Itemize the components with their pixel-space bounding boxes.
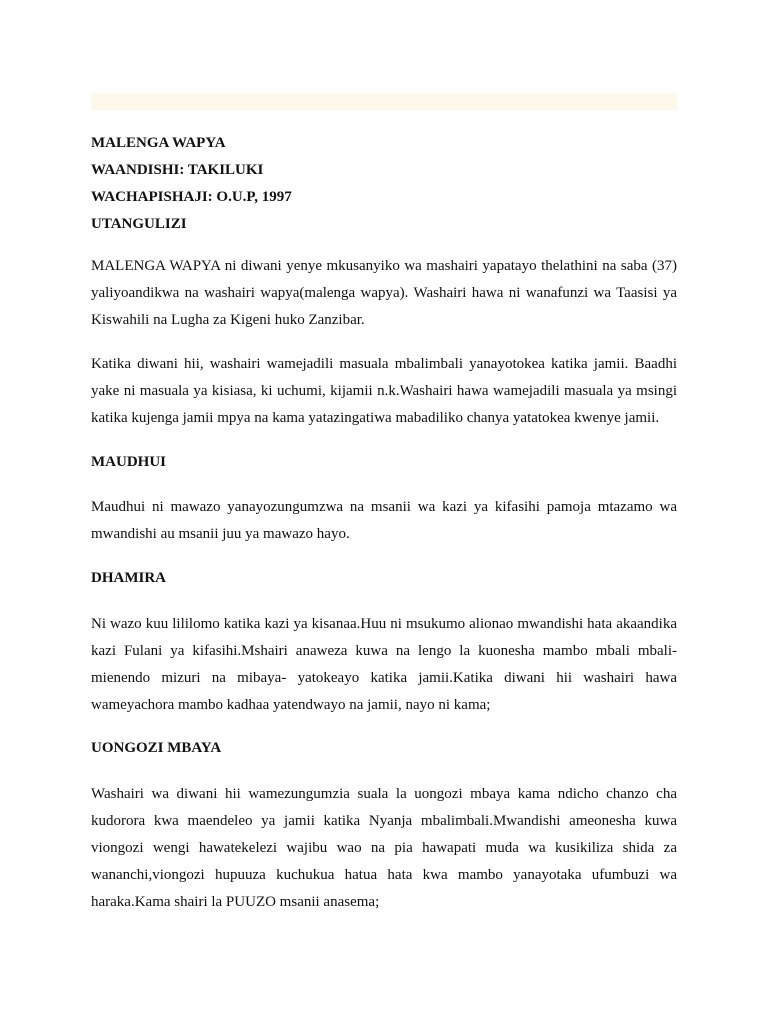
header-band — [91, 93, 677, 110]
dhamira-heading: DHAMIRA — [91, 570, 166, 586]
document-header — [91, 130, 677, 238]
dhamira-paragraph: Ni wazo kuu lililomo katika kazi ya kisanaa.Huu ni msukumo alionao mwandishi hata akaandika kazi Fulani ya kifasihi.Mshairi anaweza kuwa na lengo la kuonesha mambo mbali mbali- mienendo mizuri na mibaya- yatokeayo katika jamii.Katika diwani hii washairi hawa wameyachora mambo kadhaa yatendwayo na jamii, nayo ni kama; — [91, 616, 677, 713]
intro-paragraph-1: MALENGA WAPYA ni diwani yenye mkusanyiko wa mashairi yapatayo thelathini na saba (37) yaliyoandikwa na washairi wapya(malenga wapya). Washairi hawa ni wanafunzi wa Taasisi ya Kiswahili na Lugha za Kigeni huko Zanzibar. — [91, 258, 677, 328]
uongozi-mbaya-heading: UONGOZI MBAYA — [91, 740, 222, 756]
intro-paragraph-2: Katika diwani hii, washairi wamejadili masuala mbalimbali yanayotokea katika jamii. Baadhi yake ni masuala ya kisiasa, ki uchumi, kijamii n.k.Washairi hawa wamejadili masuala ya msingi katika kujenga jamii mpya na kama yatazingatiwa mabadiliko chanya yatatokea kwenye jamii. — [91, 356, 677, 426]
maudhui-heading: MAUDHUI — [91, 454, 166, 470]
book-author: WAANDISHI: TAKILUKI — [91, 162, 264, 178]
book-title: MALENGA WAPYA — [91, 135, 226, 151]
intro-heading: UTANGULIZI — [91, 216, 187, 232]
book-publisher: WACHAPISHAJI: O.U.P, 1997 — [91, 189, 292, 205]
uongozi-mbaya-paragraph: Washairi wa diwani hii wamezungumzia suala la uongozi mbaya kama ndicho chanzo cha kudorora kwa maendeleo ya jamii katika Nyanja mbalimbali.Mwandishi ameonesha kuwa viongozi wengi hawatekelezi wajibu wao na pia hawapati muda wa kusikiliza shida za wananchi,viongozi hupuuza kuchukua hatua hata kwa mambo yanayotaka ufumbuzi wa haraka.Kama shairi la PUUZO msanii anasema; — [91, 786, 677, 910]
maudhui-paragraph: Maudhui ni mawazo yanayozungumzwa na msanii wa kazi ya kifasihi pamoja mtazamo wa mwandishi au msanii juu ya mawazo hayo. — [91, 499, 677, 542]
